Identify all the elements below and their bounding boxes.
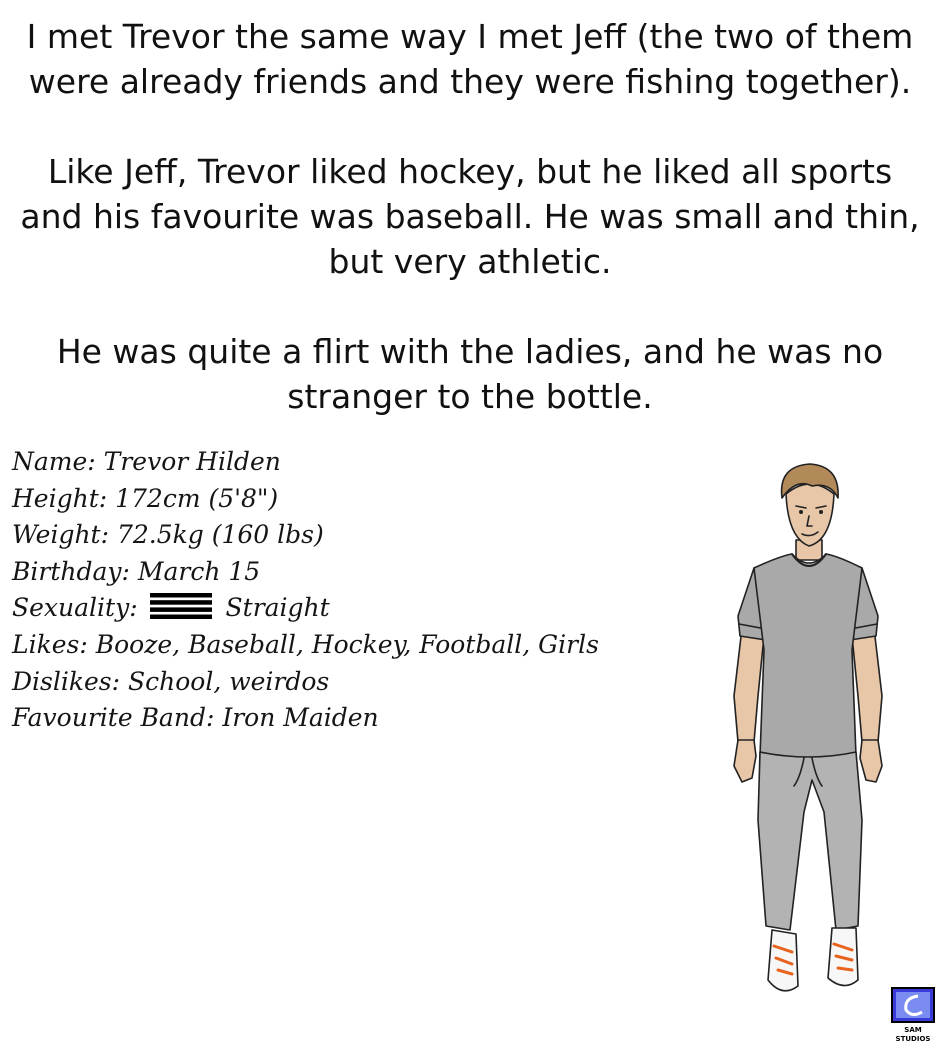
profile-weight: Weight: 72.5kg (160 lbs) — [12, 520, 324, 550]
profile-name: Name: Trevor Hilden — [12, 447, 281, 476]
straight-flag-icon — [150, 593, 212, 619]
intro-paragraph-1: I met Trevor the same way I met Jeff (the two of them were already friends and they were fishing together). — [26, 17, 914, 101]
svg-text:SAM: SAM — [904, 1026, 922, 1034]
intro-paragraph-2: Like Jeff, Trevor liked hockey, but he liked all sports and his favourite was baseball. He was small and thin, but very athletic. — [20, 152, 920, 281]
profile-favourite-band: Favourite Band: Iron Maiden — [12, 703, 379, 733]
sam-studios-logo — [890, 986, 936, 1044]
profile-sexuality — [12, 590, 652, 627]
svg-text:STUDIOS: STUDIOS — [895, 1035, 931, 1043]
intro-paragraph-3: He was quite a flirt with the ladies, and he was no stranger to the bottle. — [56, 332, 884, 416]
profile-likes: Likes: Booze, Baseball, Hockey, Football, Girls — [12, 629, 599, 659]
sexuality-value: Straight — [225, 593, 330, 623]
profile-dislikes: Dislikes: School, weirdos — [12, 666, 330, 696]
profile-height: Height: 172cm (5'8") — [12, 483, 279, 513]
trevor-character-illustration — [720, 460, 900, 1006]
character-profile — [12, 444, 652, 737]
profile-birthday: Birthday: March 15 — [12, 556, 261, 586]
sexuality-label: Sexuality: — [12, 593, 138, 623]
intro-text — [0, 14, 940, 464]
